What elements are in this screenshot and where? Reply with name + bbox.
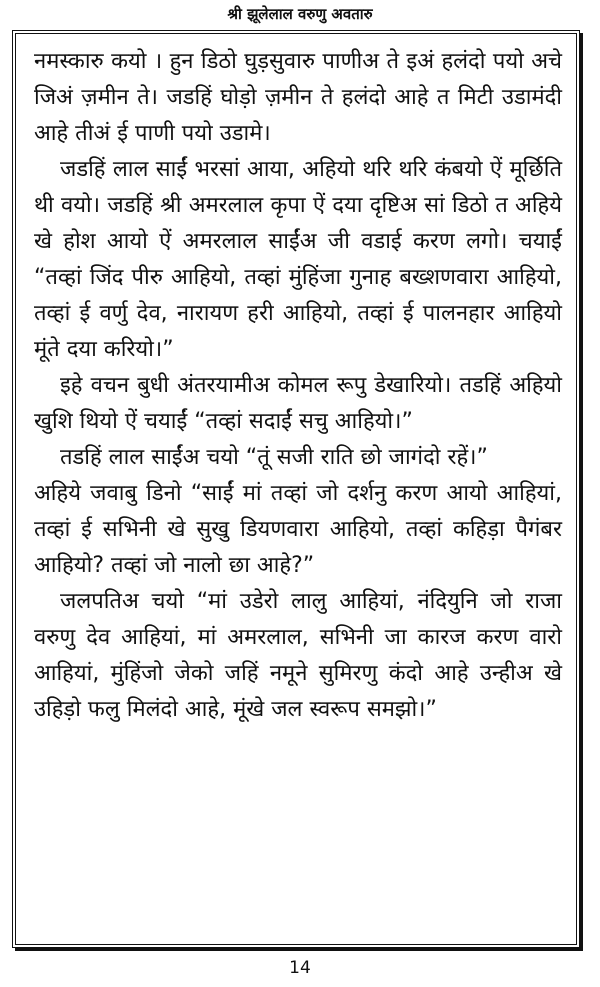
paragraph-1: नमस्कारु कयो । हुन डिठो घुड़सुवारु पाणीअ ते इअं हलंदो पयो अचे जिअं ज़मीन ते। जडहिं घोड़ो ज़मीन ते हलंदो आहे त मिटी उडामंदी आहे तीअं ई पाणी पयो उडामे। bbox=[34, 49, 562, 146]
paragraph-6: जलपतिअ चयो “मां उडेरो लालु आहियां, नंदियुनि जो राजा वरुणु देव आहियां, मां अमरलाल, सभिनी जा कारज करण वारो आहियां, मुंहिंजो जेको जहिं नमूने सुमिरणु कंदो आहे उन्हीअ खे उहिड़ो फलु मिलंदो आहे, मूंखे जल स्वरूप समझो।” bbox=[34, 589, 562, 722]
page-body bbox=[34, 44, 562, 938]
paragraph-4: तडहिं लाल साईंअ चयो “तूं सजी राति छो जागंदो रहें।” bbox=[60, 445, 488, 470]
running-header: श्री झूलेलाल वरुणु अवतारु bbox=[227, 5, 373, 23]
paragraph-3: इहे वचन बुधी अंतरयामीअ कोमल रूपु डेखारियो। तडहिं अहियो खुशि थियो ऐं चयाईं “तव्हां सदाईं सचु आहियो।” bbox=[34, 373, 562, 434]
paragraph-2: जडहिं लाल साईं भरसां आया, अहियो थरि थरि कंबयो ऐं मूर्छिति थी वयो। जडहिं श्री अमरलाल कृपा ऐं दया दृष्टिअ सां डिठो त अहिये खे होश आयो ऐं अमरलाल साईंअ जी वडाई करण लगो। चयाईं “तव्हां जिंद पीरु आहियो, तव्हां मुंहिंजा गुनाह बख्शणवारा आहियो, तव्हां ई वर्णु देव, नारायण हरी आहियो, तव्हां ई पालनहार आहियो मूंते दया करियो।” bbox=[34, 157, 562, 362]
paragraph-5: अहिये जवाबु डिनो “साईं मां तव्हां जो दर्शनु करण आयो आहियां, तव्हां ई सभिनी खे सुखु डियणवारा आहियो, तव्हां कहिड़ा पैगंबर आहियो? तव्हां जो नालो छा आहे?” bbox=[34, 481, 562, 578]
page-border-frame bbox=[12, 30, 580, 948]
page-number: 14 bbox=[289, 958, 311, 978]
